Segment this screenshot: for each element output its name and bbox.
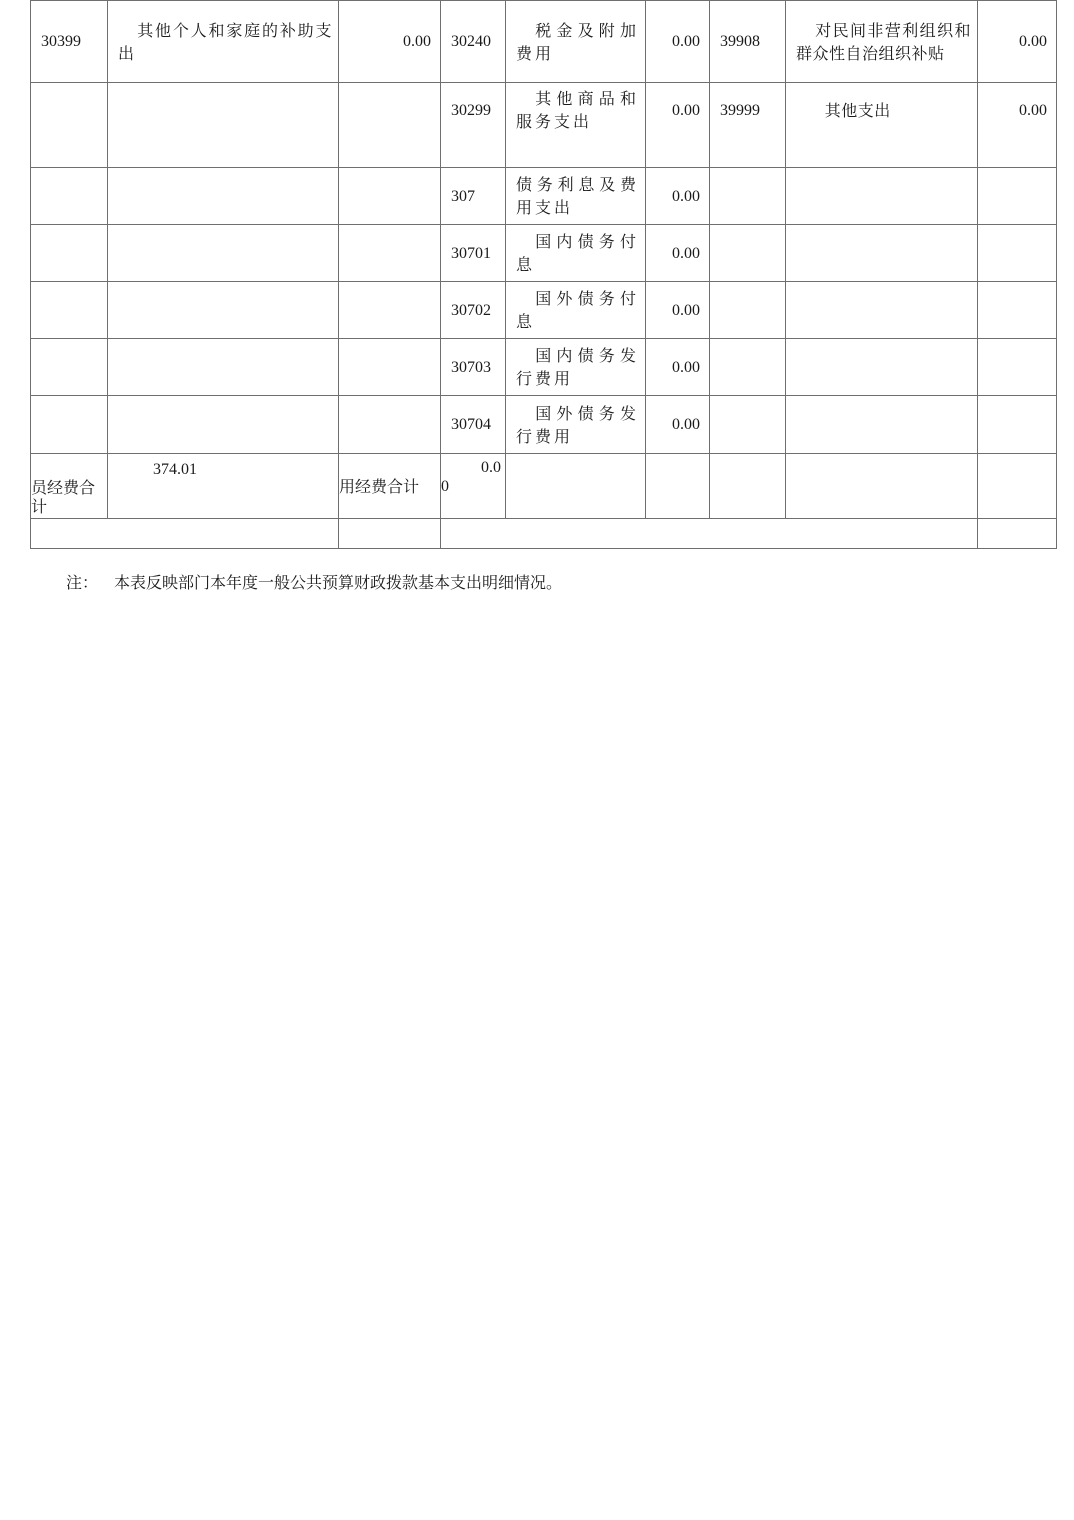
amount-cell: 0.00	[646, 339, 710, 396]
table-row	[31, 168, 1057, 225]
econ-code-cell: 30399	[31, 1, 108, 83]
econ-name-cell	[786, 168, 978, 225]
amount-cell	[978, 225, 1057, 282]
econ-code-cell	[710, 396, 786, 454]
personnel-total-label: 员经费合计	[31, 454, 108, 519]
amount-cell	[339, 168, 441, 225]
public-total-amount-top: 0.0	[481, 459, 501, 476]
empty-cell	[978, 454, 1057, 519]
econ-code-cell	[710, 225, 786, 282]
econ-name-cell	[108, 339, 339, 396]
econ-code-cell: 30702	[441, 282, 506, 339]
table-row	[31, 396, 1057, 454]
econ-name-cell	[108, 282, 339, 339]
econ-code-cell: 307	[441, 168, 506, 225]
econ-code-cell	[31, 339, 108, 396]
amount-cell: 0.00	[978, 83, 1057, 168]
econ-code-cell: 30703	[441, 339, 506, 396]
econ-code-cell: 30704	[441, 396, 506, 454]
econ-code-cell: 30240	[441, 1, 506, 83]
econ-name-cell	[108, 225, 339, 282]
public-total-amount-bottom: 0	[441, 478, 449, 495]
table-note	[66, 570, 562, 593]
personnel-total-amount: 374.01	[153, 461, 197, 478]
econ-name-cell: 其他个人和家庭的补助支出	[108, 1, 339, 83]
amount-cell	[339, 225, 441, 282]
amount-cell: 0.00	[646, 168, 710, 225]
econ-name-cell: 其他商品和服务支出	[506, 83, 646, 168]
public-total-label: 用经费合计	[339, 454, 441, 519]
econ-name-cell: 其他支出	[786, 83, 978, 168]
blank-row	[31, 519, 1057, 549]
econ-name-cell	[786, 282, 978, 339]
econ-code-cell: 30701	[441, 225, 506, 282]
amount-cell: 0.00	[646, 282, 710, 339]
econ-code-cell	[31, 83, 108, 168]
econ-name-cell: 国外债务发行费用	[506, 396, 646, 454]
empty-cell	[339, 519, 441, 549]
empty-cell	[710, 454, 786, 519]
econ-name-cell: 国外债务付息	[506, 282, 646, 339]
econ-name-cell: 国内债务付息	[506, 225, 646, 282]
econ-code-cell	[31, 225, 108, 282]
econ-name-cell	[786, 396, 978, 454]
econ-code-cell: 39908	[710, 1, 786, 83]
empty-cell	[646, 454, 710, 519]
econ-name-cell	[786, 339, 978, 396]
amount-cell: 0.00	[646, 83, 710, 168]
empty-cell	[978, 519, 1057, 549]
personnel-total-value	[108, 454, 339, 519]
note-text: 本表反映部门本年度一般公共预算财政拨款基本支出明细情况。	[114, 573, 563, 592]
econ-code-cell	[710, 168, 786, 225]
table-row	[31, 1, 1057, 83]
empty-cell	[506, 454, 646, 519]
amount-cell	[339, 282, 441, 339]
note-prefix: 注：	[66, 573, 99, 592]
econ-name-cell	[108, 396, 339, 454]
amount-cell: 0.00	[646, 396, 710, 454]
econ-name-cell	[108, 83, 339, 168]
public-total-value	[441, 454, 506, 519]
econ-code-cell	[31, 168, 108, 225]
amount-cell	[339, 339, 441, 396]
econ-name-cell: 税金及附加费用	[506, 1, 646, 83]
econ-name-cell: 国内债务发行费用	[506, 339, 646, 396]
empty-cell	[786, 454, 978, 519]
table-row	[31, 282, 1057, 339]
amount-cell	[339, 396, 441, 454]
econ-code-cell: 30299	[441, 83, 506, 168]
econ-code-cell	[710, 339, 786, 396]
amount-cell	[978, 339, 1057, 396]
amount-cell	[978, 396, 1057, 454]
amount-cell	[339, 83, 441, 168]
table-row	[31, 339, 1057, 396]
amount-cell: 0.00	[339, 1, 441, 83]
table-row	[31, 83, 1057, 168]
amount-cell: 0.00	[646, 1, 710, 83]
econ-name-cell	[108, 168, 339, 225]
empty-cell	[31, 519, 339, 549]
econ-name-cell: 债务利息及费用支出	[506, 168, 646, 225]
amount-cell	[978, 168, 1057, 225]
amount-cell	[978, 282, 1057, 339]
expenditure-detail-table	[30, 0, 1057, 549]
econ-code-cell	[31, 282, 108, 339]
econ-code-cell	[710, 282, 786, 339]
amount-cell: 0.00	[646, 225, 710, 282]
totals-row	[31, 454, 1057, 519]
econ-name-cell: 对民间非营利组织和群众性自治组织补贴	[786, 1, 978, 83]
econ-code-cell	[31, 396, 108, 454]
empty-cell	[441, 519, 978, 549]
econ-name-cell	[786, 225, 978, 282]
econ-code-cell: 39999	[710, 83, 786, 168]
table-row	[31, 225, 1057, 282]
amount-cell: 0.00	[978, 1, 1057, 83]
